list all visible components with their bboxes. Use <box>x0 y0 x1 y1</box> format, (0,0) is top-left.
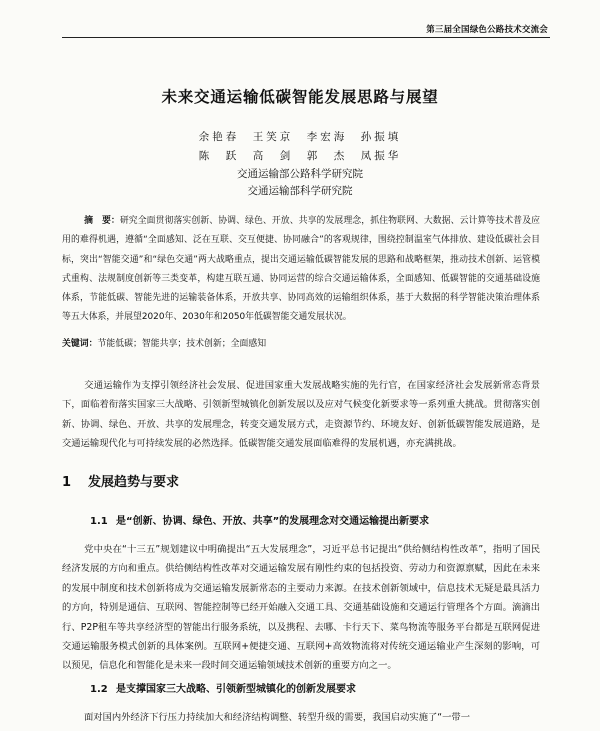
subsection-heading-1-1 <box>90 512 429 527</box>
paper-title: 未来交通运输低碳智能发展思路与展望 <box>161 87 439 106</box>
keywords-label: 关键词： <box>62 339 98 349</box>
affiliation-1: 交通运输部公路科学研究院 <box>237 168 363 180</box>
subsection-heading-1-2 <box>90 680 356 695</box>
paragraph-1-2: 面对国内外经济下行压力持续加大和经济结构调整、转型升级的需要，我国启动实施了“一带一 <box>84 712 470 723</box>
subsection-number: 1.2 <box>90 684 108 695</box>
keywords <box>62 336 540 349</box>
subsection-title: 是“创新、协调、绿色、开放、共享”的发展理念对交通运输提出新要求 <box>116 516 430 527</box>
abstract <box>62 212 540 328</box>
intro-paragraph: 交通运输作为支撑引领经济社会发展、促进国家重大发展战略实施的先行官，在国家经济社会发展新常态背景下，面临着衔落实国家三大战略、引领新型城镇化创新发展以及应对气候变化新要求等一系列重大挑战。贯彻落实创新、协调、绿色、开放、共享的发展理念，转变交通发展方式，走资源节约、环境友好、创新低碳智能发展道路，是交通运输现代化与可持续发展的必然选择。低碳智能交通发展面临难得的发展机遇，亦充满挑战。 <box>62 380 540 450</box>
section-number: 1 <box>62 475 72 490</box>
authors-line-2: 陈 跃 高 剑 郭 杰 凤振华 <box>198 150 402 162</box>
affiliation-2: 交通运输部科学研究院 <box>247 185 353 197</box>
section-heading-1 <box>62 471 179 490</box>
authors-line-1: 余艳春 王笑京 李宏海 孙振填 <box>198 131 402 143</box>
running-head: 第三届全国绿色公路技术交流会 <box>426 25 548 35</box>
header-rule <box>62 37 550 38</box>
subsection-number: 1.1 <box>90 516 108 527</box>
abstract-text: 研究全面贯彻落实创新、协调、绿色、开放、共享的发展理念，抓住物联网、大数据、云计算等技术普及应用的难得机遇，遵循“全面感知、泛在互联、交互便捷、协同融合”的客观规律，围绕控制温室气体排放、建设低碳社会目标，突出“智能交通”和“绿色交通”两大战略重点，提出交通运输低碳智能发展的思路和战略框架，推动技术创新、运管模式重构、法规制度创新等三类变革，构建互联互通、协同运营的综合交通运输体系，全面感知、低碳智能的交通基础设施体系，节能低碳、智能先进的运输装备体系，开放共享、协同高效的运输组织体系，基于大数据的科学智能决策治理体系等五大体系，并展望2020年、2030年和2050年低碳智能交通发展状况。 <box>62 216 541 323</box>
paragraph-1-1: 党中央在“十三五”规划建议中明确提出“五大发展理念”，习近平总书记提出“供给侧结构性改革”，指明了国民经济发展的方向和重点。供给侧结构性改革对交通运输发展有刚性约束的包括投资、劳动力和资源禀赋，因此在未来的发展中制度和技术创新将成为交通运输发展新常态的主要动力来源。在技术创新领域中，信息技术无疑是最具活力的方向，特别是通信、互联网、智能控制等已经开始融入交通工具、交通基础设施和交通运行管理各个方面。滴滴出行、P2P租车等共享经济型的智能出行服务系统，以及携程、去哪、卡行天下、菜鸟物流等服务平台都是互联网促进交通运输服务模式创新的具体案例。互联网+便捷交通、互联网+高效物流将对传统交通运输业产生深刻的影响，可以预见，信息化和智能化是未来一段时间交通运输领域技术创新的重要方向之一。 <box>62 544 540 672</box>
subsection-title: 是支撑国家三大战略、引领新型城镇化的创新发展要求 <box>116 684 356 695</box>
section-title: 发展趋势与要求 <box>88 475 180 490</box>
abstract-label: 摘 要： <box>84 216 120 226</box>
keywords-text: 节能低碳；智能共享；技术创新；全面感知 <box>97 339 267 349</box>
